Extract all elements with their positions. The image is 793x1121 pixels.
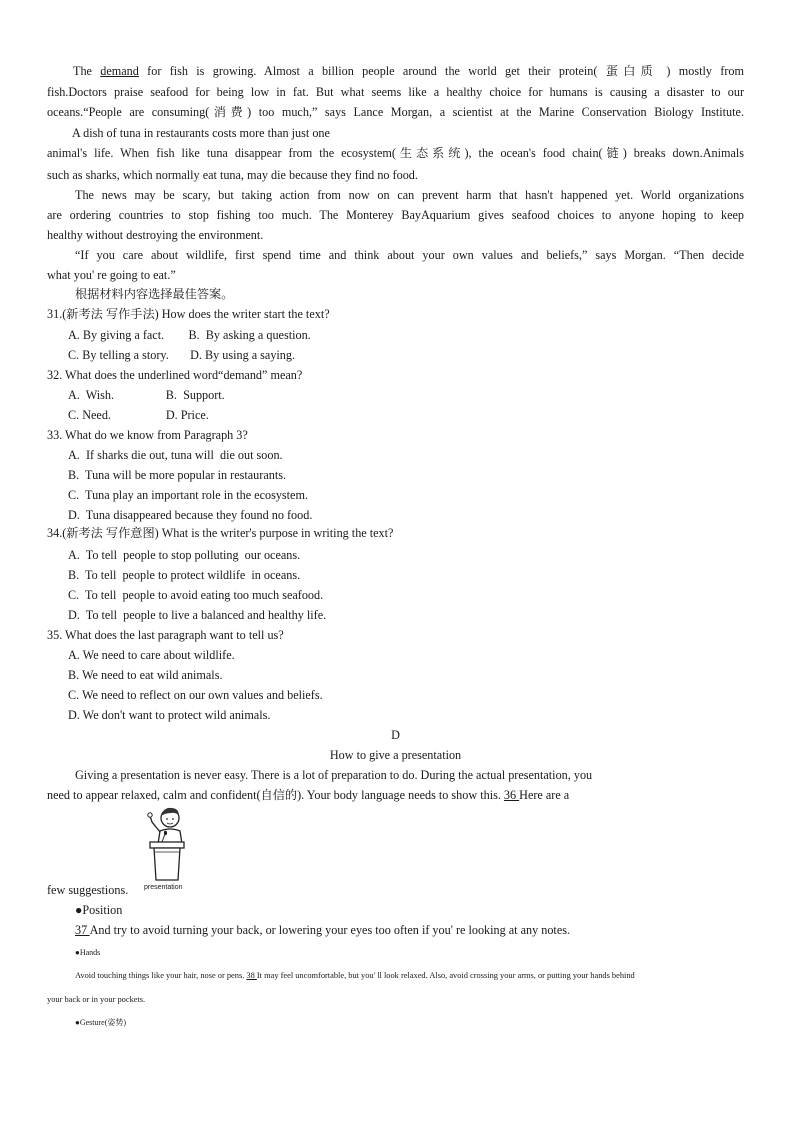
- figure-caption: presentation: [144, 884, 183, 891]
- option-row: A. To tell people to stop polluting our oceans.: [68, 548, 301, 562]
- section-letter: D: [391, 728, 400, 742]
- option-row: C. By telling a story. D. By using a saying.: [68, 348, 296, 362]
- position-line: 37 And try to avoid turning your back, or lowering your eyes too often if you' re looking at any notes.: [75, 923, 571, 937]
- option-row: C. We need to reflect on our own values and beliefs.: [68, 688, 323, 702]
- blank-37: 37: [75, 923, 90, 937]
- option-row: C. Tuna play an important role in the ecosystem.: [68, 488, 308, 502]
- question-stem: 33. What do we know from Paragraph 3?: [47, 428, 248, 442]
- passage-c-line: are ordering countries to stop fishing too much. The Monterey BayAquarium gives seafood choices to anyone hoping to keep: [47, 208, 744, 222]
- option-row: D. We don't want to protect wild animals.: [68, 708, 271, 722]
- option-row: B. Tuna will be more popular in restaurants.: [68, 468, 286, 482]
- passage-c-line: The news may be scary, but taking action from now on can prevent harm that hasn't happened yet. World organizations: [75, 188, 744, 202]
- option-row: B. We need to eat wild animals.: [68, 668, 223, 682]
- presenter-at-podium-icon: [138, 804, 196, 884]
- option-row: D. Tuna disappeared because they found no food.: [68, 508, 313, 522]
- passage-c-line: what you' re going to eat.”: [47, 268, 176, 282]
- passage-d-line: few suggestions.: [47, 883, 129, 897]
- option-row: A. If sharks die out, tuna will die out soon.: [68, 448, 283, 462]
- hands-line: your back or in your pockets.: [47, 995, 146, 1004]
- option-row: B. To tell people to protect wildlife in oceans.: [68, 568, 301, 582]
- blank-36: 36: [503, 788, 520, 802]
- option-row: C. To tell people to avoid eating too much seafood.: [68, 588, 324, 602]
- passage-c-line: A dish of tuna in restaurants costs more than just one: [72, 126, 330, 140]
- question-stem: 35. What does the last paragraph want to tell us?: [47, 628, 284, 642]
- instruction-text: 根据材料内容选择最佳答案。: [75, 287, 234, 301]
- question-stem: 34.(新考法 写作意图) What is the writer's purpose in writing the text?: [47, 526, 394, 540]
- passage-d-line: need to appear relaxed, calm and confident(自信的). Your body language needs to show this. 36 Here are a: [47, 788, 570, 802]
- option-row: A. By giving a fact. B. By asking a question.: [68, 328, 311, 342]
- passage-d-line: Giving a presentation is never easy. There is a lot of preparation to do. During the actual presentation, you: [75, 768, 593, 782]
- heading-position: ●Position: [75, 903, 123, 917]
- passage-c-line: oceans.“People are consuming(消费) too much,” says Lance Morgan, a scientist at the Marine Conservation Biology Institute.: [47, 105, 744, 119]
- hands-line: Avoid touching things like your hair, nose or pens. 38 It may feel uncomfortable, but you' ll look relaxed. Also, avoid crossing your arms, or putting your hands behind: [75, 971, 635, 980]
- underlined-word-demand: demand: [100, 64, 139, 78]
- passage-c-line: animal's life. When fish like tuna disappear from the ecosystem(生态系统), the ocean's food chain(链) breaks down.Animals: [47, 146, 744, 160]
- passage-c-line: fish.Doctors praise seafood for being low in fat. But what seems like a healthy choice for humans is causing a disaster to our: [47, 85, 744, 99]
- blank-38: 38: [246, 971, 257, 980]
- question-stem: 32. What does the underlined word“demand” mean?: [47, 368, 303, 382]
- option-row: A. We need to care about wildlife.: [68, 648, 235, 662]
- question-stem: 31.(新考法 写作手法) How does the writer start the text?: [47, 307, 330, 321]
- presenter-illustration: [138, 804, 196, 894]
- passage-c-line: “If you care about wildlife, first spend time and think about your own values and beliefs,” says Morgan. “Then decide: [75, 248, 744, 262]
- option-row: A. Wish. B. Support.: [68, 388, 225, 402]
- heading-gesture: ●Gesture(姿势): [75, 1018, 127, 1027]
- passage-d-title: How to give a presentation: [329, 748, 462, 762]
- passage-c-line: The demand for fish is growing. Almost a billion people around the world get their protein( 蛋白质 ) mostly from: [73, 64, 744, 78]
- passage-c-line: such as sharks, which normally eat tuna, may die because they find no food.: [47, 168, 418, 182]
- option-row: D. To tell people to live a balanced and healthy life.: [68, 608, 327, 622]
- passage-c-line: healthy without destroying the environment.: [47, 228, 264, 242]
- heading-hands: ●Hands: [75, 948, 101, 957]
- option-row: C. Need. D. Price.: [68, 408, 209, 422]
